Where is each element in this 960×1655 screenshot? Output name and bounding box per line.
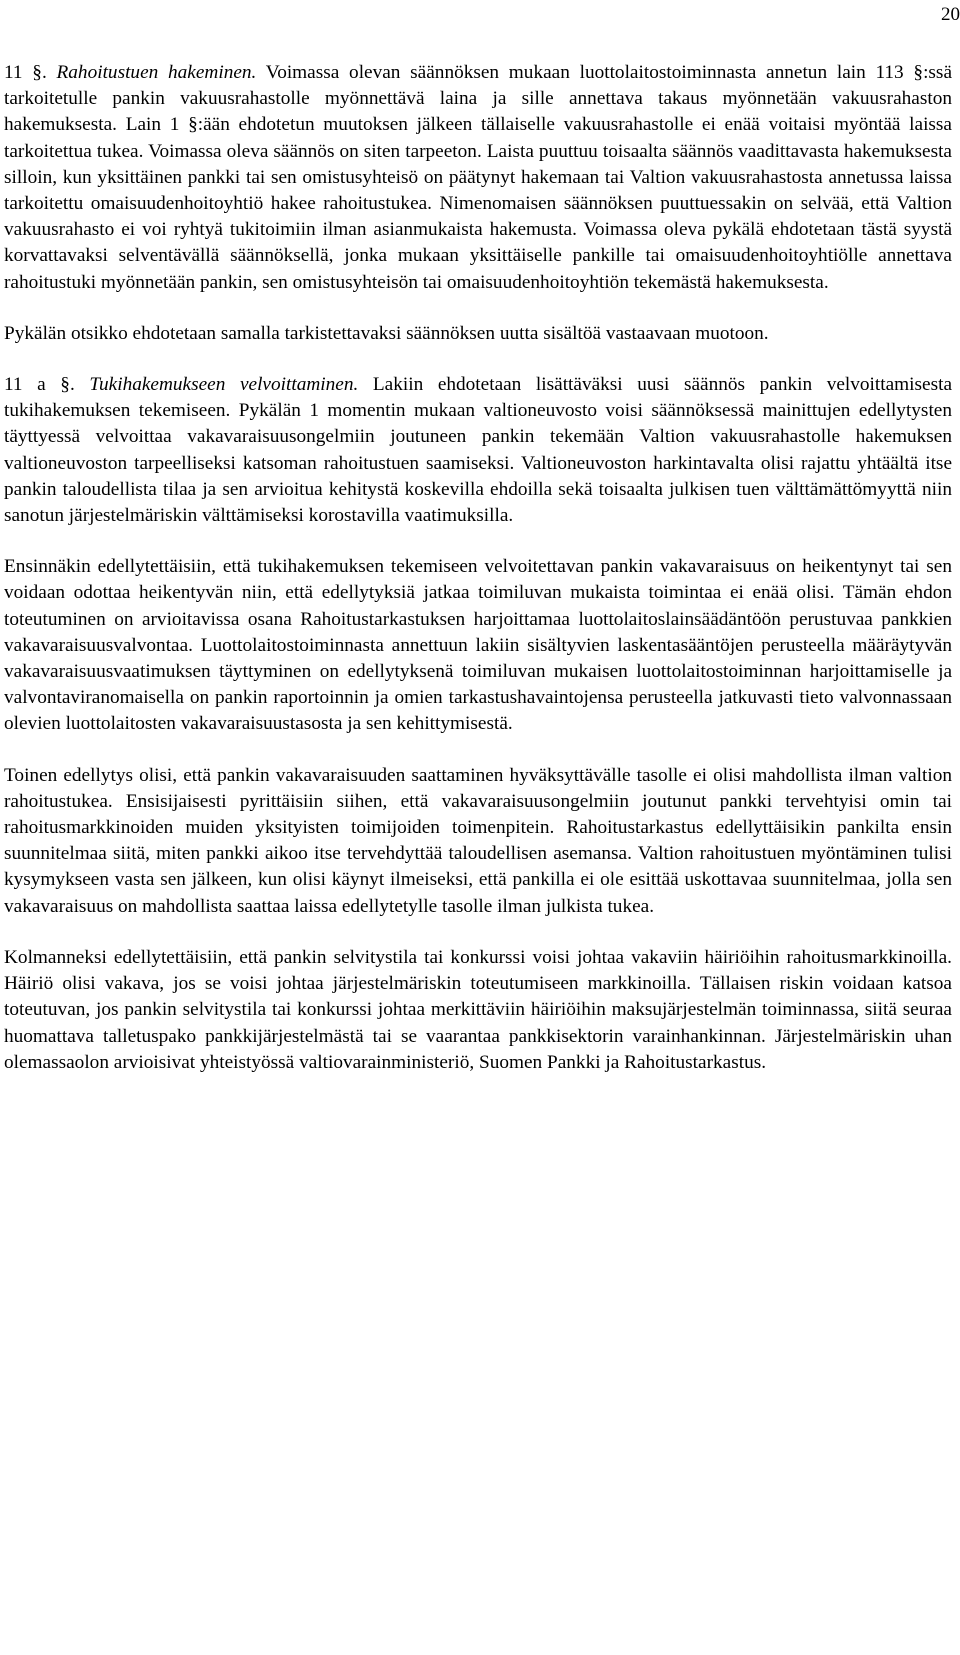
paragraph [4, 763, 952, 920]
paragraph-text: Toinen edellytys olisi, että pankin vakavaraisuuden saattaminen hyväksyttävälle tasolle ei olisi mahdollista ilman valtion rahoitustukea. Ensisijaisesti pyrittäisiin siihen, että vakavaraisuusongelmiin joutunut pankki tervehtyisi omin tai rahoitusmarkkinoiden muiden yksityisten toimijoiden toimenpitein. Rahoitustarkastus edellyttäisikin pankilta ensin suunnitelmaa siitä, miten pankki aikoo itse tervehdyttää taloudellisen asemansa. Valtion rahoitustuen myöntäminen tulisi kysymykseen vasta sen jälkeen, kun olisi käynyt ilmeiseksi, että pankilla ei ole esittää uskottavaa suunnitelmaa, jolla sen vakavaraisuus on mahdollista saattaa laissa edellytetylle tasolle ilman julkista tukea. [4, 764, 952, 917]
paragraph-text: Voimassa olevan säännöksen mukaan luottolaitostoiminnasta annetun lain 113 §:ssä tarkoitetulle pankin vakuusrahastolle myönnettävä laina ja sille annettava takaus myönnetään vakuusrahaston hakemuksesta. Lain 1 §:ään ehdotetun muutoksen jälkeen tällaiselle vakuusrahastolle ei enää voitaisi myöntää laissa tarkoitettua tukea. Voimassa oleva säännös on siten tarpeeton. Laista puuttuu toisaalta säännös vaadittavasta hakemuksesta silloin, kun yksittäinen pankki tai sen omistusyhteisö on päätynyt hakemaan tai Valtion vakuusrahastosta annetussa laissa tarkoitettu omaisuudenhoitoyhtiö hakee rahoitustukea. Nimenomaisen säännöksen puuttuessakin on selvää, että Valtion vakuusrahasto ei voi ryhtyä tukitoimiin ilman asianmukaista hakemusta. Voimassa oleva pykälä ehdotetaan tästä syystä korvattavaksi selventävällä säännöksellä, jonka mukaan yksittäiselle pankille tai omaisuudenhoitoyhtiölle annettava rahoitustuki myönnetään pankin, sen omistusyhteisön tai omaisuudenhoitoyhtiön tekemästä hakemuksesta. [4, 62, 952, 293]
document-body [4, 60, 952, 1076]
paragraph [4, 554, 952, 737]
paragraph-text: Lakiin ehdotetaan lisättäväksi uusi säännös pankin velvoittamisesta tukihakemuksen tekemiseen. Pykälän 1 momentin mukaan valtioneuvosto voisi säännöksessä mainittujen edellytysten täyttyessä velvoittaa vakavaraisuusongelmiin joutuneen pankin tekemään Valtion vakuusrahastolle hakemuksen valtioneuvoston tarpeelliseksi katsoman rahoitustuen saamiseksi. Valtioneuvoston harkintavalta olisi rajattu yhtäältä itse pankin taloudellista tilaa ja sen arvioitua kehitystä koskevilla ehdoilla sekä toisaalta julkisen tuen välttämättömyyttä niin sanotun järjestelmäriskin välttämiseksi korostavilla vaatimuksilla. [4, 374, 953, 527]
paragraph-text: Pykälän otsikko ehdotetaan samalla tarkistettavaksi säännöksen uutta sisältöä vastaavaan muotoon. [4, 322, 769, 344]
section-number: 11 a §. [4, 374, 90, 396]
page-number: 20 [941, 4, 960, 25]
paragraph [4, 321, 952, 347]
paragraph-section-11a [4, 372, 952, 529]
section-heading: Tukihakemukseen velvoittaminen. [89, 374, 359, 396]
section-heading: Rahoitustuen hakeminen. [56, 62, 257, 83]
paragraph-text: Ensinnäkin edellytettäisiin, että tukihakemuksen tekemiseen velvoitettavan pankin vakavaraisuus on heikentynyt tai sen voidaan odottaa heikentyvän niin, että edellytyksiä jatkaa toimiluvan mukaista toimintaa ei enää olisi. Tämän ehdon toteutuminen on arvioitavissa osana Rahoitustarkastuksen harjoittamaa luottolaitoslainsäädäntöön perustuvaa pankkien vakavaraisuusvalvontaa. Luottolaitostoiminnasta annettuun lakiin sisältyvien laskentasääntöjen perusteella määräytyvän vakavaraisuusvaatimuksen täyttyminen on edellytyksenä toimiluvan mukaisen luottolaitostoiminnan harjoittamiselle ja valvontaviranomaisella on pankin raportoinnin ja omien tarkastushavaintojensa perusteella jatkuvasti tieto valvonnassaan olevien luottolaitosten vakavaraisuustasosta ja sen kehittymisestä. [4, 556, 952, 735]
section-number: 11 §. [4, 62, 57, 83]
paragraph [4, 945, 952, 1076]
paragraph-section-11 [4, 60, 952, 296]
paragraph-text: Kolmanneksi edellytettäisiin, että pankin selvitystila tai konkurssi voisi johtaa vakaviin häiriöihin rahoitusmarkkinoilla. Häiriö olisi vakava, jos se voisi johtaa järjestelmäriskin toteutumiseen markkinoilla. Tällaisen riskin voidaan katsoa toteutuvan, jos pankin selvitystila tai konkurssi johtaa merkittäviin häiriöihin maksujärjestelmän toiminnassa, siitä seuraa huomattava talletuspako pankkijärjestelmästä tai se vaarantaa pankkisektorin varainhankinnan. Järjestelmäriskin uhan olemassaolon arvioisivat yhteistyössä valtiovarainministeriö, Suomen Pankki ja Rahoitustarkastus. [4, 946, 952, 1073]
